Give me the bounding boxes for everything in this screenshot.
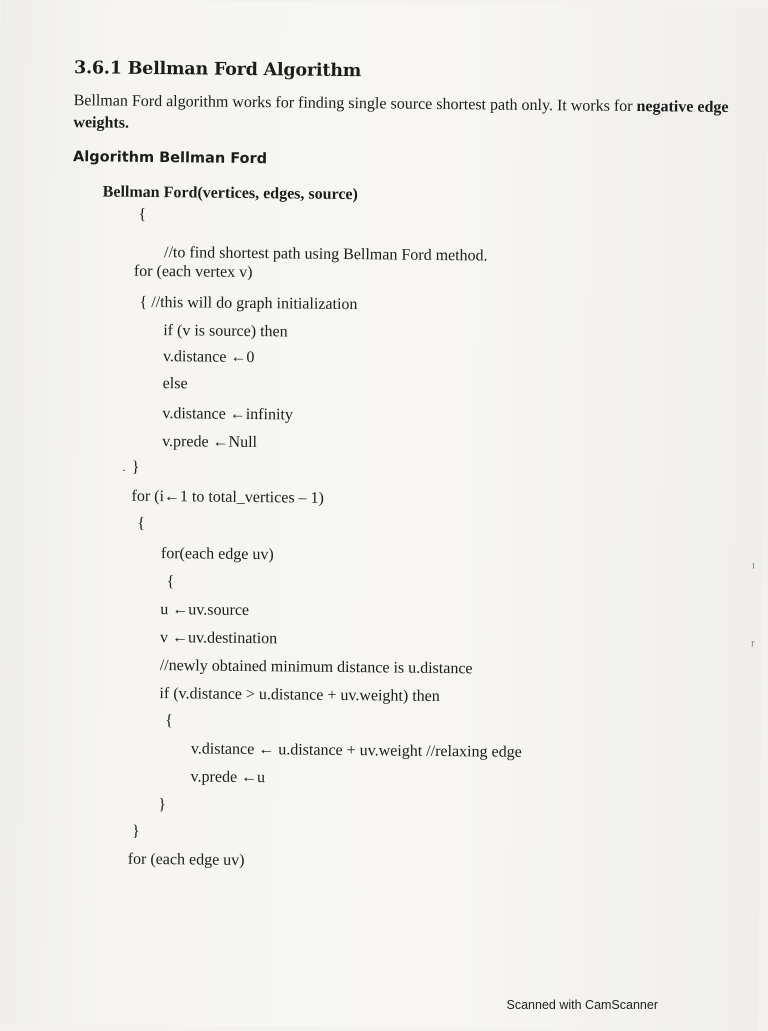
code-line: { xyxy=(137,514,146,532)
intro-emphasis: negative edge weights. xyxy=(73,98,729,132)
code-line: v.prede ←Null xyxy=(162,433,258,452)
code-line: v.distance ← u.distance + uv.weight //relaxing edge xyxy=(190,740,522,761)
code-line: if (v is source) then xyxy=(163,322,288,341)
code-line: if (v.distance > u.distance + uv.weight) then xyxy=(159,685,440,706)
code-comment: //to find shortest path using Bellman Ford method. xyxy=(164,244,488,265)
scan-artifact: r xyxy=(750,637,755,650)
scan-speck: · xyxy=(121,462,127,478)
code-line: for (i←1 to total_vertices – 1) xyxy=(131,487,325,507)
code-line: v.distance ←infinity xyxy=(162,405,293,424)
section-heading: 3.6.1 Bellman Ford Algorithm xyxy=(73,58,362,82)
code-line: for(each edge uv) xyxy=(160,545,274,564)
code-line: for (each edge uv) xyxy=(127,850,245,869)
code-line: v ←uv.destination xyxy=(159,629,278,648)
scan-artifact: ı xyxy=(751,559,755,572)
scanner-watermark: Scanned with CamScanner xyxy=(506,998,658,1012)
code-line: for (each vertex v) xyxy=(133,262,253,282)
code-line: } xyxy=(131,458,140,476)
code-line: v.distance ←0 xyxy=(162,348,255,367)
code-line: u ←uv.source xyxy=(160,601,250,620)
intro-paragraph xyxy=(73,90,763,141)
code-line: } xyxy=(131,822,140,840)
code-line: { xyxy=(165,712,173,730)
code-line: } xyxy=(158,796,167,814)
code-line: v.prede ←u xyxy=(190,768,266,787)
algorithm-signature: Bellman Ford(vertices, edges, source) xyxy=(102,183,359,204)
code-line: { xyxy=(166,573,175,591)
code-comment: //newly obtained minimum distance is u.distance xyxy=(159,657,473,678)
code-line: else xyxy=(162,375,188,393)
code-line: { //this will do graph initialization xyxy=(139,293,358,314)
code-line: { xyxy=(138,205,147,223)
algorithm-title: Algorithm Bellman Ford xyxy=(73,149,268,168)
intro-text: Bellman Ford algorithm works for finding single source shortest path only. It works for xyxy=(73,92,637,116)
